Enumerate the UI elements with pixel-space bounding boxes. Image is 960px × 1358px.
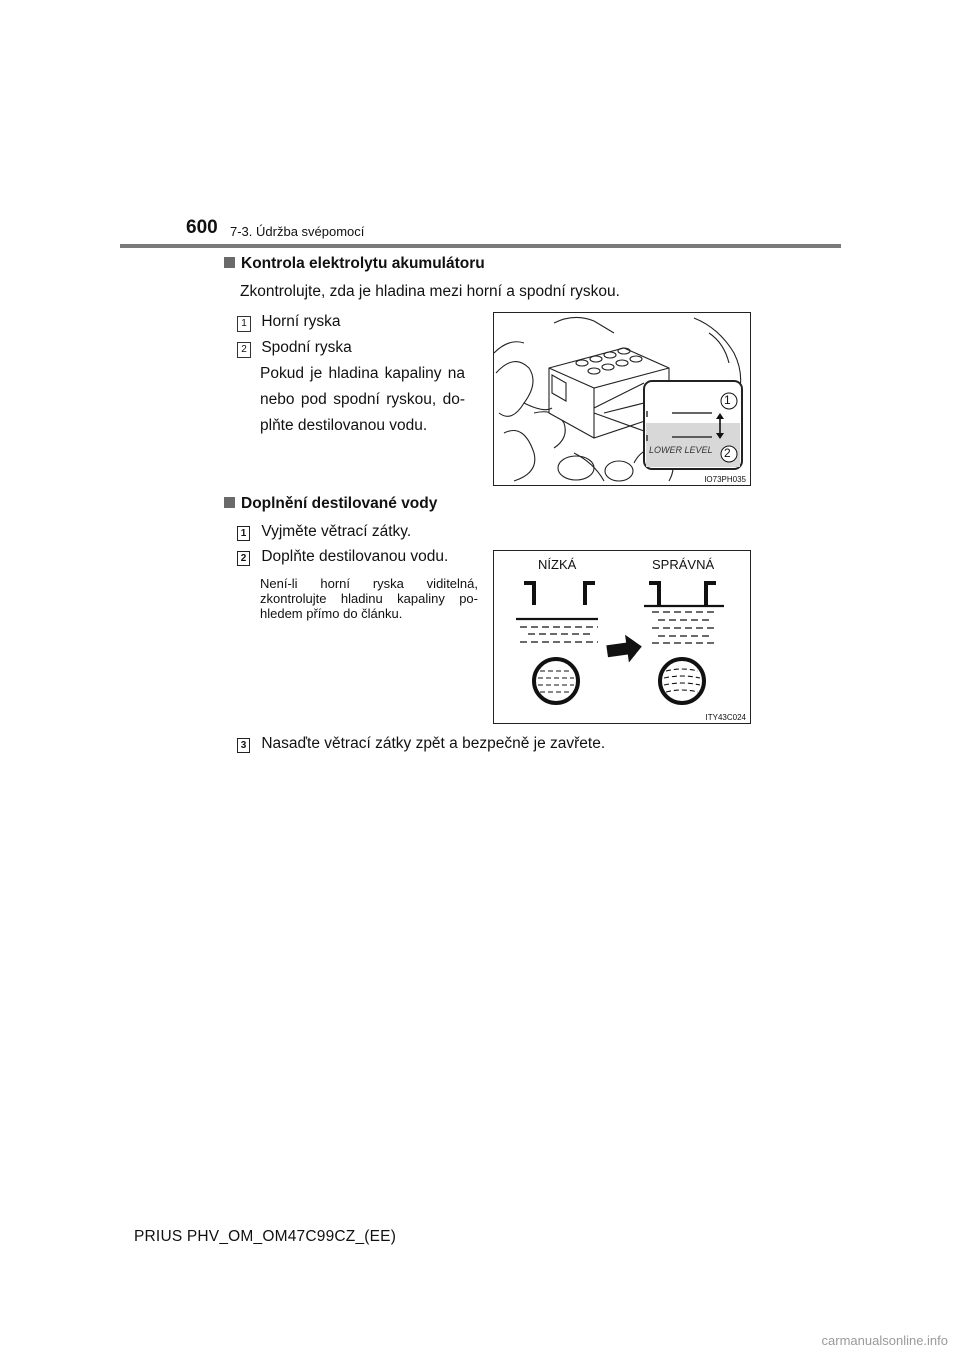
note-line: Není-li horní ryska viditelná, [260, 576, 478, 591]
step-item [237, 731, 605, 757]
page-number: 600 [186, 217, 218, 238]
callout-1: 1 [724, 393, 731, 407]
level-comparison-illustration [494, 551, 750, 723]
section-heading-electrolyte [224, 255, 485, 273]
watermark: carmanualsonline.info [821, 1333, 948, 1348]
item-label: Spodní ryska [261, 339, 352, 356]
electrolyte-level-figure [493, 550, 751, 724]
step-number: 3 [237, 738, 250, 753]
note-line: plňte destilovanou vodu. [260, 417, 428, 434]
step-text: Vyjměte větrací zátky. [261, 523, 412, 540]
list-item [237, 335, 352, 361]
step-item [237, 519, 411, 545]
chapter-title: 7-3. Údržba svépomocí [230, 224, 365, 239]
step-number: 2 [237, 551, 250, 566]
item-number: 1 [237, 316, 251, 332]
square-bullet-icon [224, 497, 235, 508]
step-text: Doplňte destilovanou vodu. [261, 548, 449, 565]
document-id: PRIUS PHV_OM_OM47C99CZ_(EE) [134, 1228, 397, 1245]
intro-text: Zkontrolujte, zda je hladina mezi horní a spodní ryskou. [240, 283, 620, 300]
item-number: 2 [237, 342, 251, 358]
battery-figure [493, 312, 751, 486]
step-item [237, 544, 448, 570]
note-line: zkontrolujte hladinu kapaliny po- [260, 591, 478, 606]
step-text: Nasaďte větrací zátky zpět a bezpečně je zavřete. [261, 735, 606, 752]
label-correct: SPRÁVNÁ [652, 557, 715, 572]
label-low: NÍZKÁ [538, 557, 577, 572]
note-line: nebo pod spodní ryskou, do- [260, 391, 465, 408]
heading-text: Kontrola elektrolytu akumulátoru [241, 255, 485, 272]
battery-illustration [494, 313, 750, 485]
callout-2: 2 [724, 446, 731, 460]
note-line: hledem přímo do článku. [260, 606, 403, 621]
small-note [260, 576, 478, 621]
section-heading-distilled-water [224, 495, 437, 513]
header-rule [120, 244, 841, 248]
step-number: 1 [237, 526, 250, 541]
figure-code: ITY43C024 [705, 713, 746, 722]
heading-text: Doplnění destilované vody [241, 495, 438, 512]
square-bullet-icon [224, 257, 235, 268]
item-label: Horní ryska [261, 313, 341, 330]
lower-level-label: LOWER LEVEL [649, 445, 713, 455]
list-item [237, 309, 341, 335]
figure-code: IO73PH035 [704, 475, 746, 484]
note-text [260, 361, 465, 439]
note-line: Pokud je hladina kapaliny na [260, 365, 465, 382]
